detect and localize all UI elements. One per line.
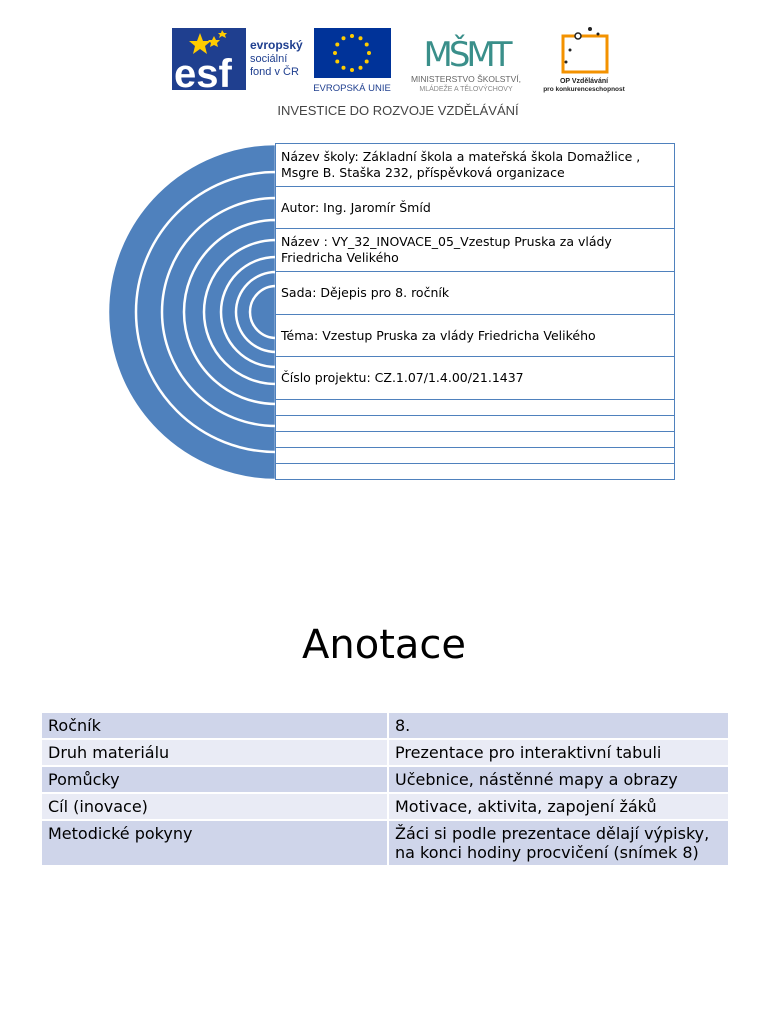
info-school: Název školy: Základní škola a mateřská škola Domažlice , Msgre B. Staška 232, příspěvková organizace: [276, 144, 675, 187]
info-empty-row: [276, 432, 675, 448]
info-project: Číslo projektu: CZ.1.07/1.4.00/21.1437: [276, 357, 675, 400]
anotace-row: [41, 820, 729, 866]
esf-line-2: sociální: [250, 53, 288, 65]
anotace-row: [41, 739, 729, 766]
esf-logo: [172, 28, 303, 96]
eu-star-icon: [342, 66, 346, 70]
anotace-title: Anotace: [302, 622, 466, 668]
arc-ring: [162, 198, 276, 426]
anotace-row: [41, 712, 729, 739]
info-row: [276, 229, 675, 272]
school-info-table: [275, 143, 675, 480]
arc-ring: [221, 257, 276, 367]
anotace-table: [40, 711, 730, 867]
arc-ring: [250, 286, 276, 338]
info-empty-row: [276, 448, 675, 464]
msmt-logo: [411, 34, 521, 93]
msmt-line-2: MLÁDEŽE A TĚLOVÝCHOVY: [419, 86, 513, 93]
arc-group: [108, 144, 276, 480]
arc-ring: [136, 172, 276, 452]
esf-line-3: fond v ČR: [250, 66, 299, 78]
anotace-label: Cíl (inovace): [41, 793, 388, 820]
msmt-line-1: MINISTERSTVO ŠKOLSTVÍ,: [410, 74, 522, 84]
info-empty-row: [276, 400, 675, 416]
eu-label: EVROPSKÁ UNIE: [313, 83, 391, 94]
eu-star-icon: [365, 60, 369, 64]
esf-line-1: evropský: [250, 38, 303, 52]
esf-text: esf: [174, 52, 232, 96]
anotace-value: Prezentace pro interaktivní tabuli: [388, 739, 729, 766]
info-empty-row: [276, 416, 675, 432]
info-topic: Téma: Vzestup Pruska za vlády Friedricha Velikého: [276, 315, 675, 357]
op-line-1: OP Vzdělávání: [559, 78, 609, 85]
anotace-value: 8.: [388, 712, 729, 739]
anotace-label: Pomůcky: [41, 766, 388, 793]
eu-star-icon: [335, 43, 339, 47]
arc-ring: [236, 272, 276, 352]
logo-strip: [0, 0, 768, 125]
info-row: [276, 272, 675, 315]
info-set: Sada: Dějepis pro 8. ročník: [276, 272, 675, 315]
info-row: [276, 187, 675, 229]
eu-star-icon: [333, 51, 337, 55]
info-row: [276, 315, 675, 357]
eu-star-icon: [350, 68, 354, 72]
anotace-label: Metodické pokyny: [41, 820, 388, 866]
arc-ring: [204, 240, 276, 384]
msmt-mark: MŠMT: [423, 35, 509, 75]
anotace-row: [41, 793, 729, 820]
info-row: [276, 357, 675, 400]
eu-star-icon: [367, 51, 371, 55]
arc-ring: [184, 220, 276, 404]
eu-star-icon: [359, 36, 363, 40]
tagline: INVESTICE DO ROZVOJE VZDĚLÁVÁNÍ: [277, 103, 519, 118]
anotace-value: Motivace, aktivita, zapojení žáků: [388, 793, 729, 820]
info-empty-row: [276, 464, 675, 480]
op-line-2: pro konkurenceschopnost: [543, 86, 625, 93]
info-author: Autor: Ing. Jaromír Šmíd: [276, 187, 675, 229]
info-title: Název : VY_32_INOVACE_05_Vzestup Pruska za vlády Friedricha Velikého: [276, 229, 675, 272]
anotace-value: Žáci si podle prezentace dělají výpisky, na konci hodiny procvičení (snímek 8): [388, 820, 729, 866]
eu-star-icon: [359, 66, 363, 70]
anotace-label: Ročník: [41, 712, 388, 739]
eu-star-icon: [335, 60, 339, 64]
eu-star-icon: [342, 36, 346, 40]
eu-flag-logo: [313, 28, 391, 94]
arc-ring: [108, 144, 276, 480]
anotace-row: [41, 766, 729, 793]
eu-star-icon: [350, 34, 354, 38]
op-logo: [543, 27, 625, 93]
anotace-label: Druh materiálu: [41, 739, 388, 766]
eu-star-icon: [365, 43, 369, 47]
anotace-value: Učebnice, nástěnné mapy a obrazy: [388, 766, 729, 793]
info-row: [276, 144, 675, 187]
